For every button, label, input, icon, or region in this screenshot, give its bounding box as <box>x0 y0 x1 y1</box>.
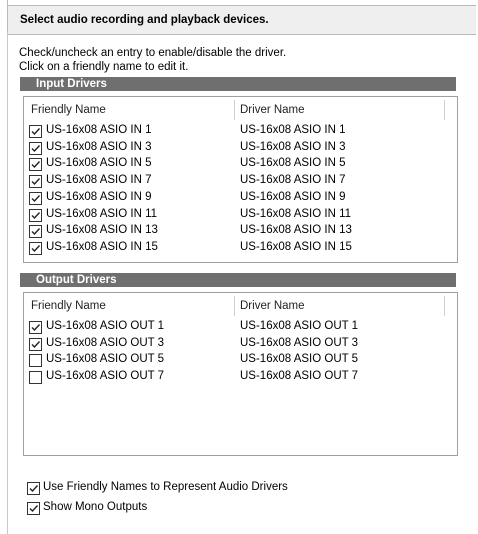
friendly-name-cell[interactable]: US-16x08 ASIO IN 7 <box>46 174 152 187</box>
column-header-friendly-name[interactable]: Friendly Name <box>31 104 106 116</box>
input-drivers-title: Input Drivers <box>36 78 107 90</box>
input-drivers-list[interactable] <box>23 96 458 263</box>
output-drivers-list[interactable] <box>23 292 458 456</box>
input-driver-checkbox[interactable] <box>29 175 42 188</box>
page-title: Select audio recording and playback devices. <box>20 14 269 26</box>
output-drivers-header <box>20 273 456 287</box>
input-drivers-header <box>20 77 456 91</box>
use-friendly-names-checkbox[interactable] <box>27 482 40 495</box>
driver-name-cell: US-16x08 ASIO IN 15 <box>240 240 352 253</box>
input-driver-checkbox[interactable] <box>29 158 42 171</box>
column-separator[interactable] <box>234 100 235 120</box>
instruction-line-1: Check/uncheck an entry to enable/disable the driver. <box>19 47 287 59</box>
driver-name-cell: US-16x08 ASIO OUT 7 <box>240 370 359 383</box>
output-driver-row[interactable] <box>24 353 457 369</box>
column-header-driver-name[interactable]: Driver Name <box>240 300 305 312</box>
show-mono-outputs-checkbox[interactable] <box>27 502 40 515</box>
input-driver-checkbox[interactable] <box>29 142 42 155</box>
divider <box>7 33 8 534</box>
output-driver-checkbox[interactable] <box>29 321 42 334</box>
friendly-name-cell[interactable]: US-16x08 ASIO OUT 3 <box>46 336 165 349</box>
friendly-name-cell[interactable]: US-16x08 ASIO IN 3 <box>46 140 152 153</box>
input-driver-row[interactable] <box>24 141 457 157</box>
column-separator[interactable] <box>444 296 445 316</box>
column-separator[interactable] <box>234 296 235 316</box>
driver-name-cell: US-16x08 ASIO IN 3 <box>240 140 346 153</box>
column-header-driver-name[interactable]: Driver Name <box>240 104 305 116</box>
friendly-name-cell[interactable]: US-16x08 ASIO IN 11 <box>46 207 158 220</box>
output-driver-checkbox[interactable] <box>29 338 42 351</box>
friendly-name-cell[interactable]: US-16x08 ASIO OUT 1 <box>46 320 165 332</box>
output-driver-checkbox[interactable] <box>29 354 42 367</box>
input-driver-checkbox[interactable] <box>29 192 42 205</box>
input-driver-row[interactable] <box>24 208 457 224</box>
friendly-name-cell[interactable]: US-16x08 ASIO OUT 5 <box>46 353 165 366</box>
friendly-name-cell[interactable]: US-16x08 ASIO IN 9 <box>46 190 152 203</box>
friendly-name-cell[interactable]: US-16x08 ASIO IN 13 <box>46 224 158 237</box>
input-driver-row[interactable] <box>24 224 457 240</box>
output-driver-checkbox[interactable] <box>29 371 42 384</box>
show-mono-outputs-label[interactable]: Show Mono Outputs <box>43 501 148 513</box>
output-driver-row[interactable] <box>24 370 457 386</box>
header-bar <box>7 5 476 35</box>
column-separator[interactable] <box>444 100 445 120</box>
driver-name-cell: US-16x08 ASIO OUT 3 <box>240 336 359 349</box>
friendly-name-cell[interactable]: US-16x08 ASIO IN 1 <box>46 124 152 136</box>
input-driver-checkbox[interactable] <box>29 125 42 138</box>
friendly-name-cell[interactable]: US-16x08 ASIO IN 5 <box>46 157 152 170</box>
input-driver-row[interactable] <box>24 191 457 207</box>
output-driver-row[interactable] <box>24 337 457 353</box>
driver-name-cell: US-16x08 ASIO OUT 5 <box>240 353 359 366</box>
driver-name-cell: US-16x08 ASIO IN 1 <box>240 124 346 136</box>
driver-name-cell: US-16x08 ASIO IN 13 <box>240 224 352 237</box>
input-driver-row[interactable] <box>24 241 457 257</box>
output-drivers-title: Output Drivers <box>36 274 117 286</box>
friendly-name-cell[interactable]: US-16x08 ASIO IN 15 <box>46 240 158 253</box>
driver-name-cell: US-16x08 ASIO IN 11 <box>240 207 352 220</box>
input-driver-row[interactable] <box>24 124 457 140</box>
driver-name-cell: US-16x08 ASIO IN 9 <box>240 190 346 203</box>
column-header-friendly-name[interactable]: Friendly Name <box>31 300 106 312</box>
input-driver-row[interactable] <box>24 157 457 173</box>
instruction-line-2: Click on a friendly name to edit it. <box>19 61 189 73</box>
input-driver-row[interactable] <box>24 174 457 190</box>
input-driver-checkbox[interactable] <box>29 225 42 238</box>
output-driver-row[interactable] <box>24 320 457 336</box>
driver-name-cell: US-16x08 ASIO IN 7 <box>240 174 346 187</box>
input-driver-checkbox[interactable] <box>29 242 42 255</box>
driver-name-cell: US-16x08 ASIO OUT 1 <box>240 320 359 332</box>
input-driver-checkbox[interactable] <box>29 209 42 222</box>
friendly-name-cell[interactable]: US-16x08 ASIO OUT 7 <box>46 370 165 383</box>
driver-name-cell: US-16x08 ASIO IN 5 <box>240 157 346 170</box>
use-friendly-names-label[interactable]: Use Friendly Names to Represent Audio Drivers <box>43 481 288 493</box>
